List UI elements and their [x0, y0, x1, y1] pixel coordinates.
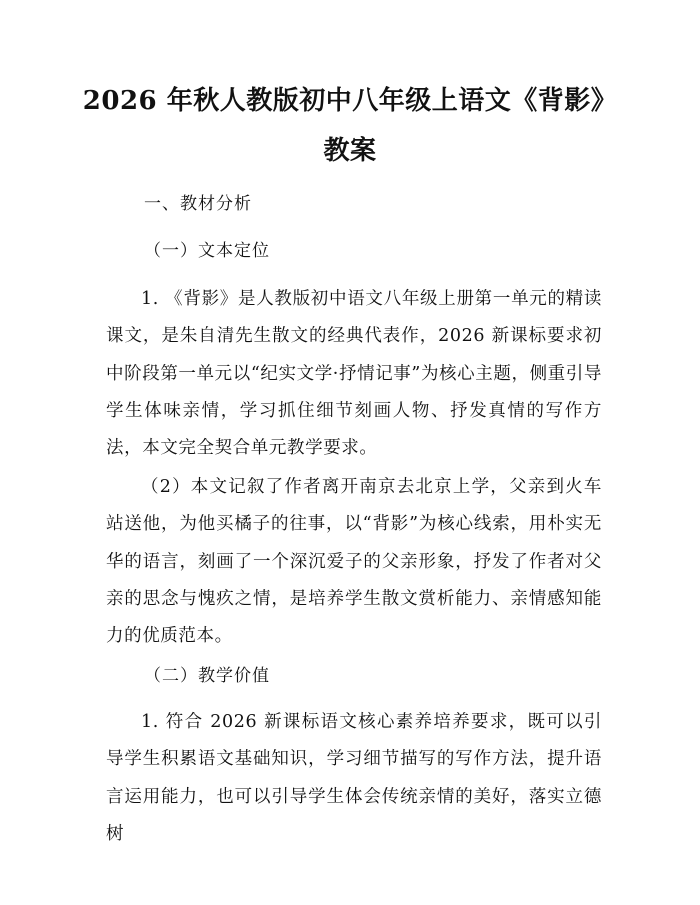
document-title-line-2: 教案 [323, 136, 377, 166]
paragraph-1: 1. 《背影》是人教版初中语文八年级上册第一单元的精读课文，是朱自清先生散文的经典代表作，2026 新课标要求初中阶段第一单元以“纪实文学·抒情记事”为核心主题，侧重引导学生体味亲情，学习抓住细节刻画人物、抒发真情的写作方法，本文完全契合单元教学要求。 [106, 289, 602, 459]
document-title-line-1: 2026 年秋人教版初中八年级上语文《背影》 [82, 86, 618, 116]
paragraph-2: （2）本文记叙了作者离开南京去北京上学，父亲到火车站送他，为他买橘子的往事，以“背影”为核心线索，用朴实无华的语言，刻画了一个深沉爱子的父亲形象，抒发了作者对父亲的思念与愧疚之情，是培养学生散文赏析能力、亲情感知能力的优质范本。 [106, 477, 602, 647]
paragraph-3: 1. 符合 2026 新课标语文核心素养培养要求，既可以引导学生积累语文基础知识，学习细节描写的写作方法，提升语言运用能力，也可以引导学生体会传统亲情的美好，落实立德树 [106, 712, 602, 844]
subsection-heading-text-positioning: （一）文本定位 [144, 241, 270, 261]
subsection-heading-teaching-value: （二）教学价值 [144, 666, 270, 686]
section-heading-teaching-material-analysis: 一、教材分析 [144, 194, 252, 214]
